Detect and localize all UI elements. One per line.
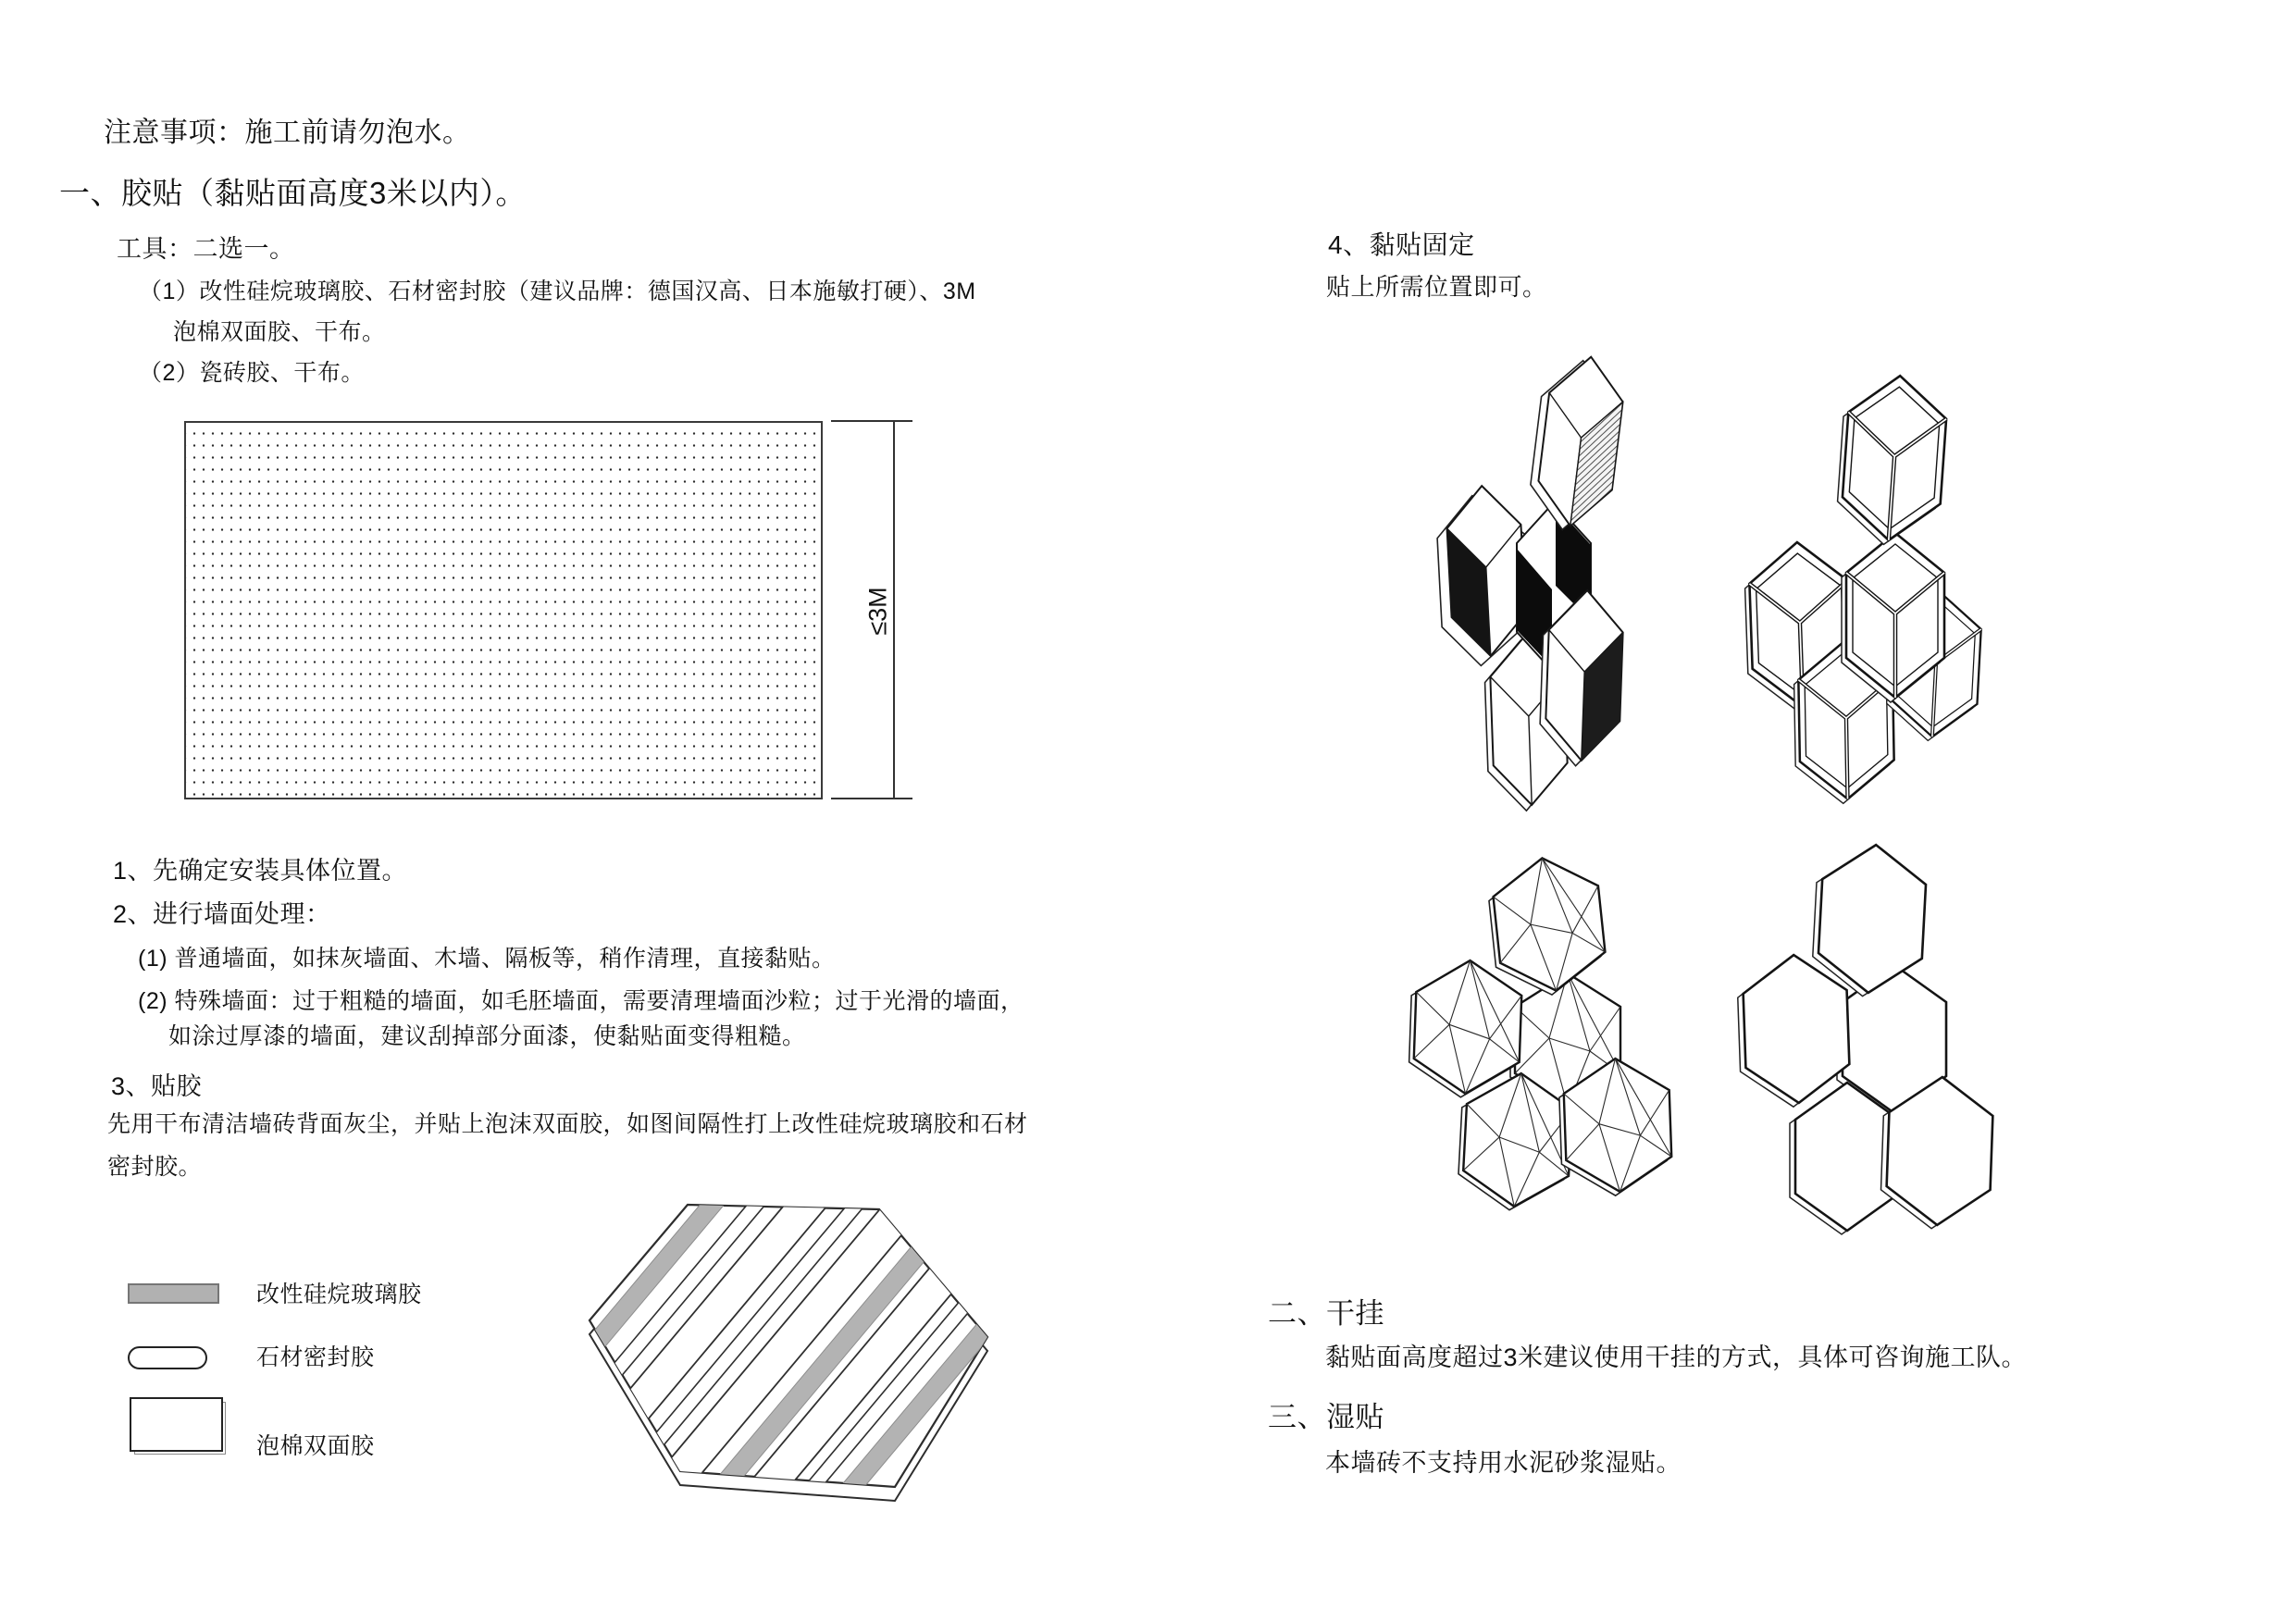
legend-swatch-foam-tape <box>130 1397 223 1452</box>
dry-hang-title: 二、干挂 <box>1268 1297 1384 1330</box>
tile-back-glue-diagram <box>565 1173 1009 1521</box>
step-2-item-2-line-1: (2) 特殊墙面：过于粗糙的墙面，如毛胚墙面，需要清理墙面沙粒；过于光滑的墙面， <box>138 988 1024 1014</box>
dry-hang-body: 黏贴面高度超过3米建议使用干挂的方式，具体可咨询施工队。 <box>1325 1344 2028 1371</box>
legend-label-stone-sealant: 石材密封胶 <box>256 1344 375 1370</box>
cluster-plain-hex-diagram <box>1736 835 1995 1232</box>
step-3-title: 3、贴胶 <box>111 1072 203 1100</box>
wall-surface-diagram <box>184 421 823 799</box>
dimension-label: ≤3M <box>863 587 892 636</box>
cluster-faceted-hex-diagram <box>1405 835 1682 1214</box>
step-3-line-1: 先用干布清洁墙砖背面灰尘，并贴上泡沫双面胶，如图间隔性打上改性硅烷玻璃胶和石材 <box>107 1111 1028 1137</box>
dimension-extension-top <box>831 420 912 422</box>
legend-label-foam-tape: 泡棉双面胶 <box>256 1433 375 1459</box>
legend-swatch-stone-sealant <box>128 1346 207 1369</box>
cluster-solid-cubes-diagram <box>1436 350 1631 812</box>
step-4-title: 4、黏贴固定 <box>1328 230 1475 259</box>
dimension-extension-bottom <box>831 798 912 799</box>
wet-paste-title: 三、湿贴 <box>1268 1401 1384 1433</box>
tool-option-1-line-2: 泡棉双面胶、干布。 <box>173 319 386 345</box>
step-1-text: 1、先确定安装具体位置。 <box>113 857 408 885</box>
tools-header: 工具：二选一。 <box>117 235 295 263</box>
tool-option-2: （2）瓷砖胶、干布。 <box>139 360 365 386</box>
step-3-line-2: 密封胶。 <box>107 1154 203 1180</box>
legend-swatch-silane-glue <box>128 1283 219 1304</box>
legend-label-silane-glue: 改性硅烷玻璃胶 <box>256 1282 422 1307</box>
wet-paste-body: 本墙砖不支持用水泥砂浆湿贴。 <box>1325 1449 1682 1477</box>
step-4-body: 贴上所需位置即可。 <box>1326 273 1547 301</box>
cluster-wireframe-cubes-diagram <box>1738 363 1988 807</box>
tool-option-1-line-1: （1）改性硅烷玻璃胶、石材密封胶（建议品牌：德国汉高、日本施敏打硬）、3M <box>139 279 976 304</box>
step-2-text: 2、进行墙面处理： <box>113 900 331 928</box>
notice-text: 注意事项：施工前请勿泡水。 <box>104 118 471 148</box>
glue-section-title: 一、胶贴（黏贴面高度3米以内）。 <box>59 176 527 210</box>
dimension-line <box>893 420 895 799</box>
step-2-item-1: (1) 普通墙面，如抹灰墙面、木墙、隔板等，稍作清理，直接黏贴。 <box>138 946 836 972</box>
step-2-item-2-line-2: 如涂过厚漆的墙面，建议刮掉部分面漆，使黏贴面变得粗糙。 <box>168 1023 806 1049</box>
